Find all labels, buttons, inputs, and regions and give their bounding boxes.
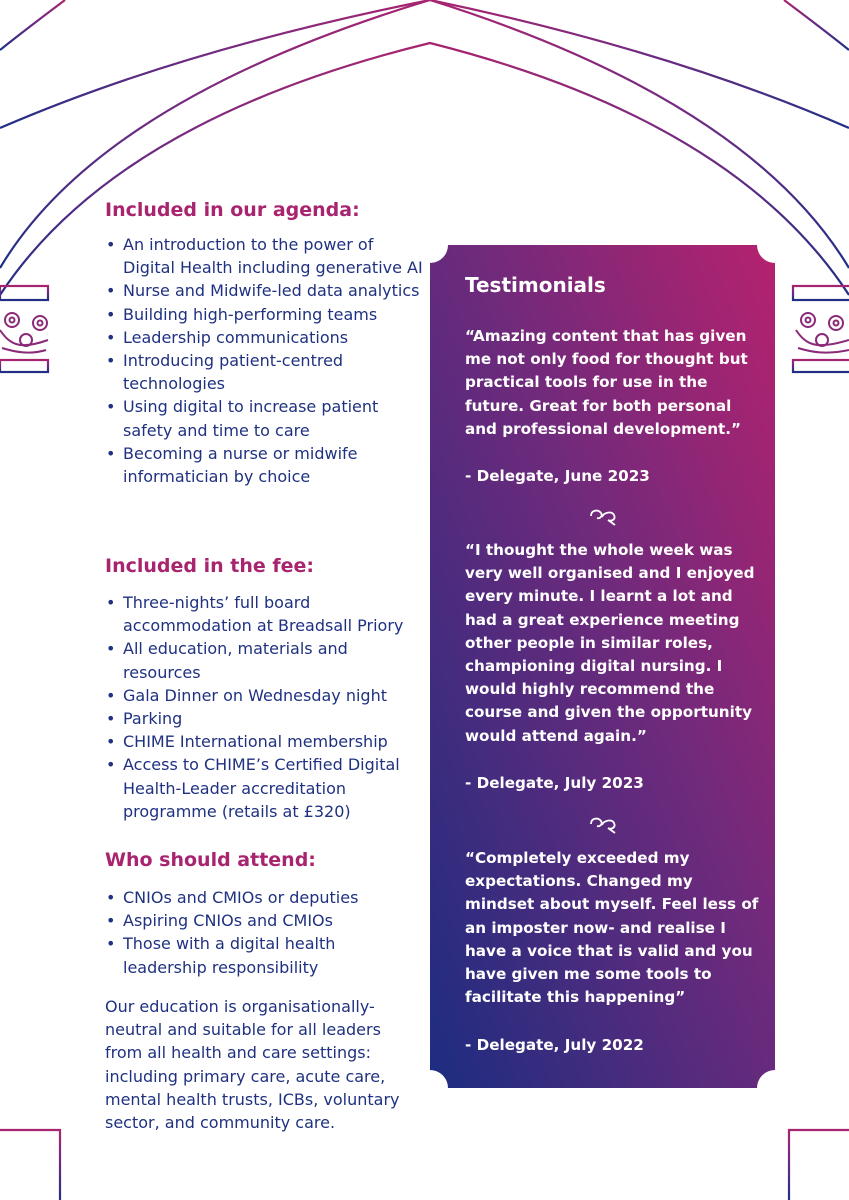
attend-item: • CNIOs and CMIOs or deputies bbox=[105, 886, 423, 909]
agenda-item: • Introducing patient-centred technologies bbox=[105, 349, 423, 395]
agenda-item: • An introduction to the power of Digital Health including generative AI bbox=[105, 233, 423, 279]
testimonial-author: - Delegate, June 2023 bbox=[465, 467, 650, 485]
agenda-list bbox=[105, 233, 423, 488]
agenda-item: • Leadership communications bbox=[105, 326, 423, 349]
fee-item: • Three-nights’ full board accommodation at Breadsall Priory bbox=[105, 591, 423, 637]
attend-list bbox=[105, 886, 423, 979]
testimonial-quote: “Completely exceeded my expectations. Changed my mindset about myself. Feel less of an imposter now- and realise I have a voice that is valid and you have given me some tools to facilitate this happening” bbox=[465, 849, 759, 1007]
attend-heading: Who should attend: bbox=[105, 849, 316, 871]
fee-item: • All education, materials and resources bbox=[105, 637, 423, 683]
agenda-item: • Using digital to increase patient safety and time to care bbox=[105, 395, 423, 441]
left-capital-ornament bbox=[0, 313, 48, 353]
agenda-item: • Building high-performing teams bbox=[105, 303, 423, 326]
testimonial-author: - Delegate, July 2022 bbox=[465, 1036, 644, 1054]
fee-item: • Parking bbox=[105, 707, 423, 730]
right-capital-ornament bbox=[796, 313, 849, 353]
fee-item: • Access to CHIME’s Certified Digital Health-Leader accreditation programme (retails at £320) bbox=[105, 753, 423, 823]
agenda-item: • Becoming a nurse or midwife informatician by choice bbox=[105, 442, 423, 488]
fee-item: • Gala Dinner on Wednesday night bbox=[105, 684, 423, 707]
testimonial-quote: “I thought the whole week was very well organised and I enjoyed every minute. I learnt a lot and had a great experience meeting other people in similar roles, championing digital nursing. I would highly recommend the course and given the opportunity would attend again.” bbox=[465, 541, 755, 745]
fee-list bbox=[105, 591, 423, 823]
agenda-item: • Nurse and Midwife-led data analytics bbox=[105, 279, 423, 302]
testimonial-author: - Delegate, July 2023 bbox=[465, 774, 644, 792]
ornament-divider-icon bbox=[588, 506, 618, 526]
agenda-heading: Included in our agenda: bbox=[105, 199, 360, 221]
attend-item: • Those with a digital health leadership responsibility bbox=[105, 932, 423, 978]
testimonials-panel bbox=[430, 245, 775, 1088]
settings-paragraph: Our education is organisationally-neutral and suitable for all leaders from all health and care settings: including primary care, acute care, mental health trusts, ICBs, voluntary sector, and community care. bbox=[105, 997, 400, 1133]
fee-item: • CHIME International membership bbox=[105, 730, 423, 753]
attend-item: • Aspiring CNIOs and CMIOs bbox=[105, 909, 423, 932]
testimonial-quote: “Amazing content that has given me not only food for thought but practical tools for use in the future. Great for both personal and professional development.” bbox=[465, 327, 748, 438]
fee-heading: Included in the fee: bbox=[105, 555, 314, 577]
ornament-divider-icon bbox=[588, 814, 618, 834]
testimonials-title: Testimonials bbox=[465, 273, 606, 297]
